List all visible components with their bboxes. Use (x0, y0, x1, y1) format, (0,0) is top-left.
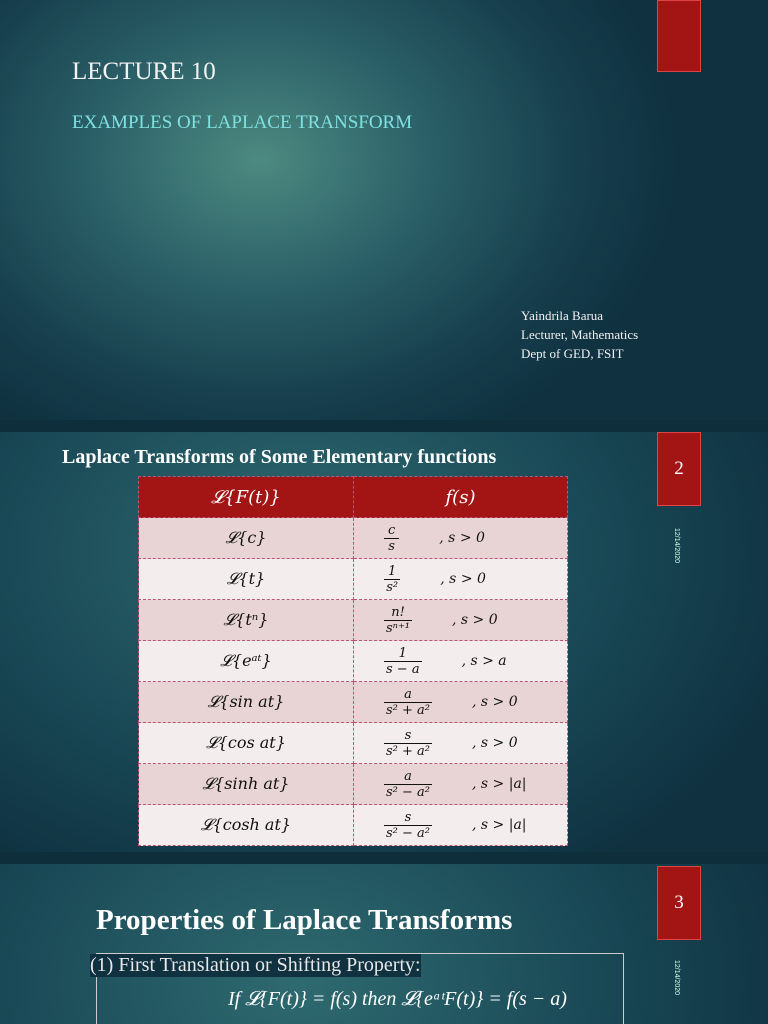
result-denominator: s² − a² (386, 784, 431, 800)
result-condition: , s > |a| (472, 817, 527, 833)
result-condition: , s > a (461, 653, 507, 669)
result-condition: , s > 0 (439, 530, 485, 546)
result-denominator: s² (386, 579, 399, 595)
row-result (354, 518, 568, 559)
slide-date: 12/14/2020 (673, 528, 680, 564)
author-block (521, 306, 638, 363)
row-transform: 𝓛{sinh at} (139, 764, 354, 805)
result-condition: , s > 0 (472, 735, 518, 751)
result-condition: , s > 0 (440, 571, 486, 587)
result-numerator: n! (384, 605, 412, 621)
result-numerator: 1 (384, 564, 400, 580)
author-name: Yaindrila Barua (521, 308, 604, 323)
lecture-subtitle: EXAMPLES OF LAPLACE TRANSFORM (72, 112, 413, 133)
table-row (139, 764, 568, 805)
table-row (139, 682, 568, 723)
row-result (354, 600, 568, 641)
table-header-row (139, 477, 568, 518)
row-transform: 𝓛{tⁿ} (139, 600, 354, 641)
author-dept: Dept of GED, FSIT (521, 346, 624, 361)
page-number: 2 (657, 432, 701, 506)
result-denominator: s (388, 538, 395, 554)
result-denominator: s² + a² (386, 743, 431, 759)
row-result (354, 559, 568, 600)
slide-title: Properties of Laplace Transforms (96, 904, 513, 936)
header-result: f(s) (354, 477, 568, 518)
result-numerator: c (384, 523, 399, 539)
table-row (139, 600, 568, 641)
result-numerator: s (384, 728, 432, 744)
row-transform: 𝓛{c} (139, 518, 354, 559)
result-denominator: s² + a² (386, 702, 431, 718)
slide-title: Laplace Transforms of Some Elementary functions (62, 446, 497, 468)
row-transform: 𝓛{t} (139, 559, 354, 600)
lecture-title: LECTURE 10 (72, 58, 216, 85)
row-transform: 𝓛{eᵃᵗ} (139, 641, 354, 682)
result-numerator: 1 (384, 646, 422, 662)
table-row (139, 723, 568, 764)
result-numerator: a (384, 687, 432, 703)
row-result (354, 641, 568, 682)
table-row (139, 518, 568, 559)
page-number: 3 (657, 866, 701, 940)
slide-date: 12/14/2020 (673, 960, 680, 996)
result-numerator: s (384, 810, 432, 826)
row-result (354, 764, 568, 805)
properties-slide (0, 864, 768, 1024)
table-row (139, 641, 568, 682)
result-condition: , s > 0 (452, 612, 498, 628)
result-condition: , s > |a| (472, 776, 527, 792)
row-transform: 𝓛{sin at} (139, 682, 354, 723)
row-result (354, 723, 568, 764)
author-role: Lecturer, Mathematics (521, 327, 639, 342)
header-transform: 𝓛{F(t)} (139, 477, 354, 518)
table-row (139, 805, 568, 846)
row-transform: 𝓛{cosh at} (139, 805, 354, 846)
result-condition: , s > 0 (472, 694, 518, 710)
row-transform: 𝓛{cos at} (139, 723, 354, 764)
result-denominator: s² − a² (386, 825, 431, 841)
slide-accent-tab (657, 0, 701, 72)
property-heading: (1) First Translation or Shifting Property: (90, 954, 421, 976)
laplace-table (138, 476, 568, 846)
result-denominator: s − a (386, 661, 420, 677)
row-result (354, 682, 568, 723)
title-slide (0, 0, 768, 420)
table-row (139, 559, 568, 600)
laplace-table-slide (0, 432, 768, 852)
property-formula: If 𝓛{F(t)} = f(s) then 𝓛{eᵃᵗF(t)} = f(s − a) (228, 988, 567, 1010)
result-denominator: sⁿ⁺¹ (386, 620, 411, 636)
result-numerator: a (384, 769, 432, 785)
row-result (354, 805, 568, 846)
